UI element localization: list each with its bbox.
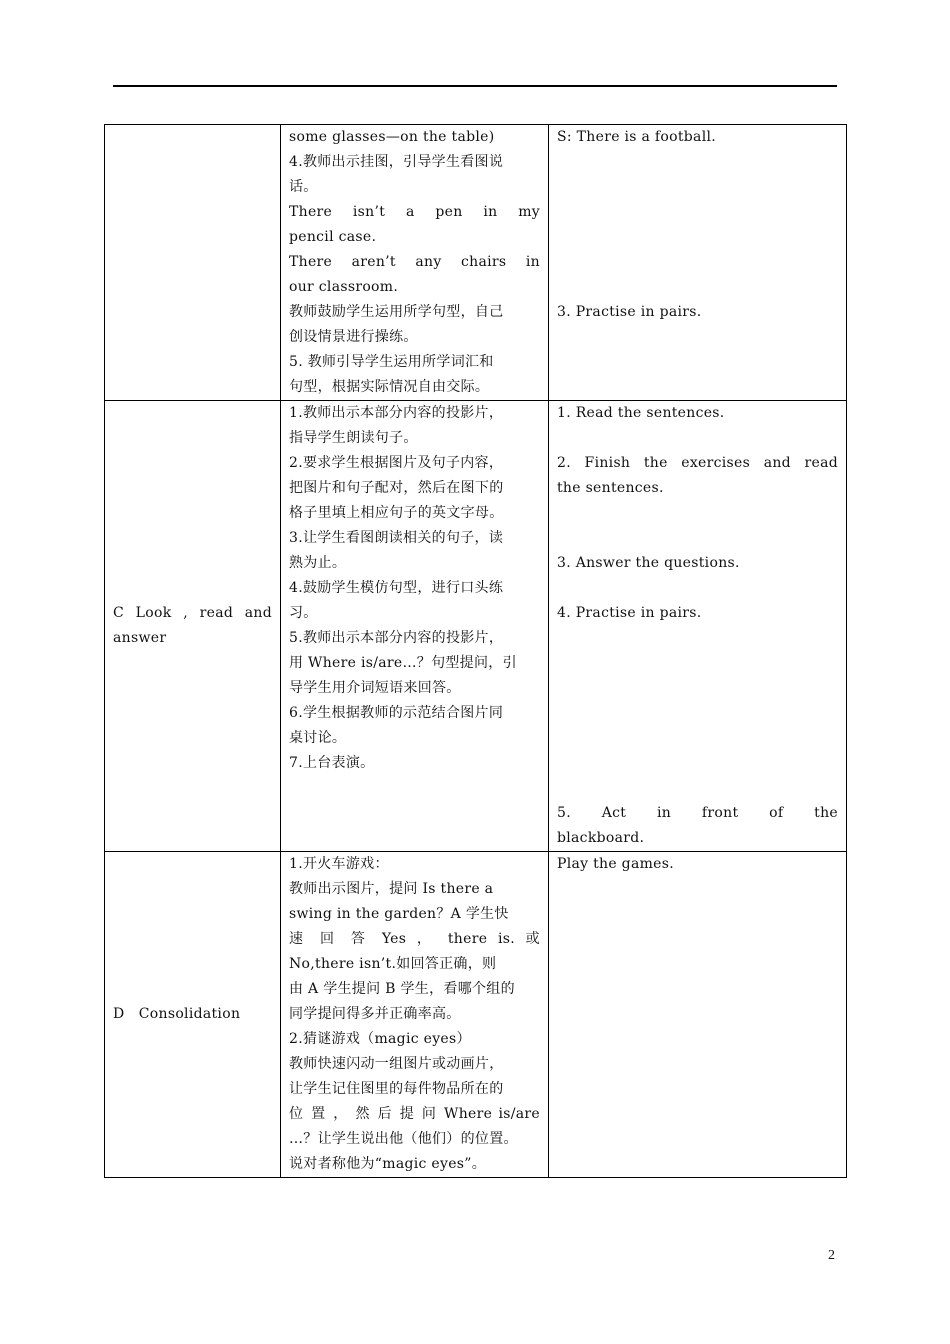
teacher-line: No,there isn’t.如回答正确，则 bbox=[289, 956, 497, 972]
teacher-line: 导学生用介词短语来回答。 bbox=[289, 680, 461, 696]
student-activity-cell bbox=[549, 125, 847, 401]
teacher-line: 5.教师出示本部分内容的投影片， bbox=[289, 630, 504, 646]
teacher-line: 6.学生根据教师的示范结合图片同 bbox=[289, 705, 504, 721]
teacher-line: 让学生记住图里的每件物品所在的 bbox=[289, 1081, 504, 1097]
teacher-line: 句型，根据实际情况自由交际。 bbox=[289, 379, 490, 395]
teacher-line: 速 回 答 Yes ， there is. 或 bbox=[289, 931, 540, 947]
teacher-activity-cell bbox=[281, 125, 549, 401]
teacher-line: 4.教师出示挂图，引导学生看图说 bbox=[289, 154, 504, 170]
stage-cell bbox=[105, 401, 281, 852]
student-line: 3. Answer the questions. bbox=[557, 555, 740, 571]
teacher-line: 创设情景进行操练。 bbox=[289, 329, 418, 345]
teacher-line: some glasses—on the table) bbox=[289, 129, 495, 145]
teacher-line: 2.要求学生根据图片及句子内容， bbox=[289, 455, 504, 471]
teacher-line: 话。 bbox=[289, 179, 318, 195]
teacher-line: 熟为止。 bbox=[289, 555, 347, 571]
teacher-line: 说对者称他为“magic eyes”。 bbox=[289, 1156, 487, 1172]
teacher-line: 桌讨论。 bbox=[289, 730, 347, 746]
teacher-line: 格子里填上相应句子的英文字母。 bbox=[289, 505, 504, 521]
teacher-line: 用 Where is/are…？句型提问，引 bbox=[289, 655, 517, 671]
teacher-line: 5. 教师引导学生运用所学词汇和 bbox=[289, 354, 494, 370]
table-row bbox=[105, 401, 847, 852]
teacher-line: 教师快速闪动一组图片或动画片， bbox=[289, 1056, 504, 1072]
student-line: the sentences. bbox=[557, 480, 664, 496]
teacher-line: our classroom. bbox=[289, 279, 399, 295]
header-rule bbox=[113, 85, 837, 87]
teacher-activity-cell bbox=[281, 401, 549, 852]
student-line: Play the games. bbox=[557, 856, 674, 872]
teacher-line: 3.让学生看图朗读相关的句子，读 bbox=[289, 530, 504, 546]
teacher-line: 2.猜谜游戏（magic eyes） bbox=[289, 1031, 471, 1047]
teacher-line: 位 置 ， 然 后 提 问 Where is/are bbox=[289, 1106, 540, 1122]
teacher-line: 4.鼓励学生模仿句型，进行口头练 bbox=[289, 580, 504, 596]
teacher-line: swing in the garden？A 学生快 bbox=[289, 906, 509, 922]
student-line: 4. Practise in pairs. bbox=[557, 605, 702, 621]
teacher-line: pencil case. bbox=[289, 229, 377, 245]
table-row bbox=[105, 852, 847, 1178]
teacher-line: 指导学生朗读句子。 bbox=[289, 430, 418, 446]
student-activity-cell bbox=[549, 852, 847, 1178]
page-number: 2 bbox=[828, 1248, 835, 1263]
teacher-activity-cell bbox=[281, 852, 549, 1178]
teacher-line: 教师出示图片，提问 Is there a bbox=[289, 881, 494, 897]
stage-label-line: answer bbox=[113, 630, 167, 646]
teacher-line: 由 A 学生提问 B 学生，看哪个组的 bbox=[289, 981, 515, 997]
teacher-line: 把图片和句子配对，然后在图下的 bbox=[289, 480, 504, 496]
stage-cell bbox=[105, 125, 281, 401]
stage-cell bbox=[105, 852, 281, 1178]
teacher-line: 教师鼓励学生运用所学句型，自己 bbox=[289, 304, 504, 320]
teacher-line: There aren’t any chairs in bbox=[289, 254, 540, 270]
student-line: S: There is a football. bbox=[557, 129, 717, 145]
teacher-line: 1.开火车游戏： bbox=[289, 856, 389, 872]
student-line: 1. Read the sentences. bbox=[557, 405, 725, 421]
student-line: 3. Practise in pairs. bbox=[557, 304, 702, 320]
teacher-line: 1.教师出示本部分内容的投影片， bbox=[289, 405, 504, 421]
teacher-line: …？让学生说出他（他们）的位置。 bbox=[289, 1131, 518, 1147]
stage-label-line: C Look , read and bbox=[113, 605, 272, 621]
student-line: 2. Finish the exercises and read bbox=[557, 455, 838, 471]
lesson-plan-table bbox=[104, 124, 847, 1178]
teacher-line: There isn’t a pen in my bbox=[289, 204, 540, 220]
teacher-line: 习。 bbox=[289, 605, 318, 621]
stage-label-line: D Consolidation bbox=[113, 1006, 241, 1022]
student-activity-cell bbox=[549, 401, 847, 852]
teacher-line: 同学提问得多并正确率高。 bbox=[289, 1006, 461, 1022]
table-row bbox=[105, 125, 847, 401]
teacher-line: 7.上台表演。 bbox=[289, 755, 375, 771]
student-line: blackboard. bbox=[557, 830, 645, 846]
student-line: 5. Act in front of the bbox=[557, 805, 838, 821]
